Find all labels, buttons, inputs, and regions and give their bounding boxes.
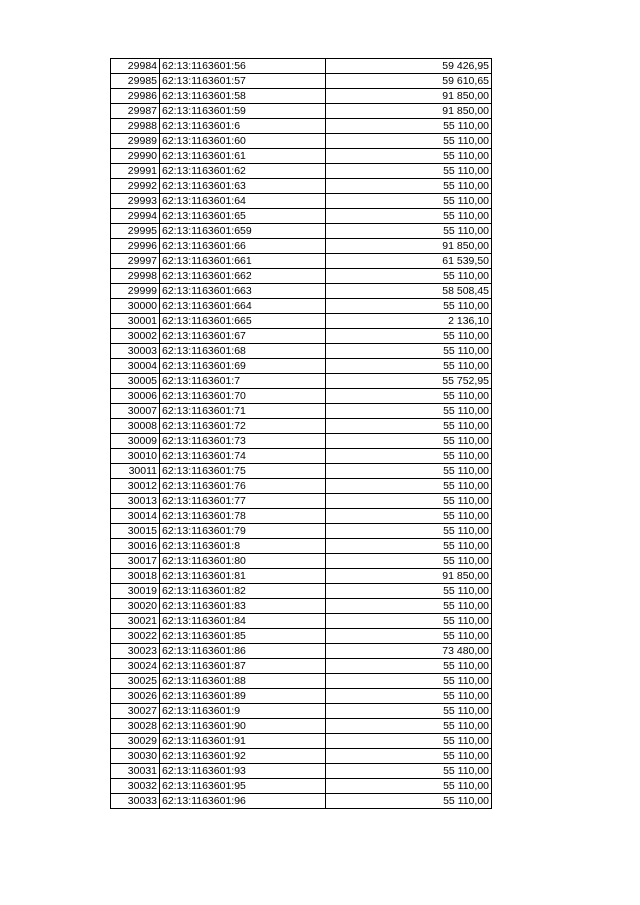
- table-row: [111, 629, 492, 644]
- value-cell: 55 110,00: [326, 464, 492, 479]
- value-cell: 91 850,00: [326, 89, 492, 104]
- row-index-cell: 30031: [111, 764, 160, 779]
- table-row: [111, 614, 492, 629]
- table-row: [111, 494, 492, 509]
- table-row: [111, 299, 492, 314]
- row-index-cell: 29985: [111, 74, 160, 89]
- cadastral-number-cell: 62:13:1163601:78: [160, 509, 326, 524]
- cadastral-number-cell: 62:13:1163601:85: [160, 629, 326, 644]
- value-cell: 55 110,00: [326, 134, 492, 149]
- table-body: [111, 59, 492, 809]
- value-cell: 55 110,00: [326, 179, 492, 194]
- cadastral-number-cell: 62:13:1163601:66: [160, 239, 326, 254]
- row-index-cell: 30025: [111, 674, 160, 689]
- cadastral-number-cell: 62:13:1163601:665: [160, 314, 326, 329]
- cadastral-number-cell: 62:13:1163601:79: [160, 524, 326, 539]
- value-cell: 55 110,00: [326, 629, 492, 644]
- value-cell: 55 110,00: [326, 659, 492, 674]
- row-index-cell: 30032: [111, 779, 160, 794]
- row-index-cell: 29984: [111, 59, 160, 74]
- cadastral-number-cell: 62:13:1163601:70: [160, 389, 326, 404]
- value-cell: 91 850,00: [326, 239, 492, 254]
- row-index-cell: 30030: [111, 749, 160, 764]
- cadastral-number-cell: 62:13:1163601:664: [160, 299, 326, 314]
- cadastral-number-cell: 62:13:1163601:62: [160, 164, 326, 179]
- value-cell: 55 110,00: [326, 794, 492, 809]
- table-row: [111, 779, 492, 794]
- table-row: [111, 434, 492, 449]
- row-index-cell: 30027: [111, 704, 160, 719]
- value-cell: 55 110,00: [326, 614, 492, 629]
- table-row: [111, 359, 492, 374]
- table-row: [111, 479, 492, 494]
- table-row: [111, 734, 492, 749]
- value-cell: 59 610,65: [326, 74, 492, 89]
- row-index-cell: 30033: [111, 794, 160, 809]
- value-cell: 55 110,00: [326, 119, 492, 134]
- value-cell: 55 110,00: [326, 494, 492, 509]
- row-index-cell: 30023: [111, 644, 160, 659]
- cadastral-number-cell: 62:13:1163601:96: [160, 794, 326, 809]
- row-index-cell: 30015: [111, 524, 160, 539]
- table-row: [111, 254, 492, 269]
- row-index-cell: 29992: [111, 179, 160, 194]
- cadastral-number-cell: 62:13:1163601:82: [160, 584, 326, 599]
- table-row: [111, 149, 492, 164]
- cadastral-number-cell: 62:13:1163601:659: [160, 224, 326, 239]
- table-row: [111, 389, 492, 404]
- cadastral-number-cell: 62:13:1163601:81: [160, 569, 326, 584]
- table-row: [111, 179, 492, 194]
- table-row: [111, 314, 492, 329]
- row-index-cell: 30012: [111, 479, 160, 494]
- value-cell: 55 110,00: [326, 554, 492, 569]
- value-cell: 55 110,00: [326, 209, 492, 224]
- value-cell: 55 110,00: [326, 524, 492, 539]
- row-index-cell: 30004: [111, 359, 160, 374]
- cadastral-number-cell: 62:13:1163601:9: [160, 704, 326, 719]
- table-row: [111, 164, 492, 179]
- row-index-cell: 30014: [111, 509, 160, 524]
- cadastral-number-cell: 62:13:1163601:71: [160, 404, 326, 419]
- cadastral-number-cell: 62:13:1163601:92: [160, 749, 326, 764]
- cadastral-value-table: [110, 58, 492, 809]
- cadastral-number-cell: 62:13:1163601:75: [160, 464, 326, 479]
- cadastral-number-cell: 62:13:1163601:661: [160, 254, 326, 269]
- value-cell: 55 110,00: [326, 404, 492, 419]
- table-row: [111, 344, 492, 359]
- row-index-cell: 29989: [111, 134, 160, 149]
- row-index-cell: 30006: [111, 389, 160, 404]
- table-row: [111, 719, 492, 734]
- value-cell: 55 110,00: [326, 674, 492, 689]
- row-index-cell: 30026: [111, 689, 160, 704]
- value-cell: 55 110,00: [326, 194, 492, 209]
- cadastral-number-cell: 62:13:1163601:68: [160, 344, 326, 359]
- cadastral-number-cell: 62:13:1163601:76: [160, 479, 326, 494]
- row-index-cell: 30022: [111, 629, 160, 644]
- table-row: [111, 569, 492, 584]
- row-index-cell: 30007: [111, 404, 160, 419]
- value-cell: 55 110,00: [326, 479, 492, 494]
- table-row: [111, 464, 492, 479]
- cadastral-number-cell: 62:13:1163601:69: [160, 359, 326, 374]
- table-row: [111, 104, 492, 119]
- cadastral-number-cell: 62:13:1163601:67: [160, 329, 326, 344]
- table-row: [111, 329, 492, 344]
- cadastral-number-cell: 62:13:1163601:663: [160, 284, 326, 299]
- row-index-cell: 30024: [111, 659, 160, 674]
- cadastral-number-cell: 62:13:1163601:93: [160, 764, 326, 779]
- row-index-cell: 29999: [111, 284, 160, 299]
- cadastral-number-cell: 62:13:1163601:73: [160, 434, 326, 449]
- table-row: [111, 749, 492, 764]
- value-cell: 55 110,00: [326, 449, 492, 464]
- cadastral-number-cell: 62:13:1163601:84: [160, 614, 326, 629]
- table-row: [111, 659, 492, 674]
- table-row: [111, 509, 492, 524]
- row-index-cell: 30017: [111, 554, 160, 569]
- table-row: [111, 194, 492, 209]
- value-cell: 55 110,00: [326, 749, 492, 764]
- cadastral-number-cell: 62:13:1163601:6: [160, 119, 326, 134]
- table-row: [111, 419, 492, 434]
- value-cell: 55 110,00: [326, 689, 492, 704]
- cadastral-number-cell: 62:13:1163601:91: [160, 734, 326, 749]
- cadastral-number-cell: 62:13:1163601:61: [160, 149, 326, 164]
- row-index-cell: 30011: [111, 464, 160, 479]
- row-index-cell: 29997: [111, 254, 160, 269]
- row-index-cell: 29986: [111, 89, 160, 104]
- row-index-cell: 30016: [111, 539, 160, 554]
- cadastral-number-cell: 62:13:1163601:662: [160, 269, 326, 284]
- table-row: [111, 284, 492, 299]
- table-row: [111, 554, 492, 569]
- value-cell: 55 110,00: [326, 419, 492, 434]
- value-cell: 55 752,95: [326, 374, 492, 389]
- row-index-cell: 30018: [111, 569, 160, 584]
- table-row: [111, 764, 492, 779]
- cadastral-number-cell: 62:13:1163601:56: [160, 59, 326, 74]
- table-row: [111, 794, 492, 809]
- cadastral-number-cell: 62:13:1163601:89: [160, 689, 326, 704]
- row-index-cell: 29995: [111, 224, 160, 239]
- row-index-cell: 30001: [111, 314, 160, 329]
- value-cell: 55 110,00: [326, 704, 492, 719]
- row-index-cell: 30019: [111, 584, 160, 599]
- row-index-cell: 30009: [111, 434, 160, 449]
- table-row: [111, 704, 492, 719]
- value-cell: 91 850,00: [326, 569, 492, 584]
- value-cell: 55 110,00: [326, 359, 492, 374]
- cadastral-number-cell: 62:13:1163601:80: [160, 554, 326, 569]
- cadastral-number-cell: 62:13:1163601:60: [160, 134, 326, 149]
- cadastral-number-cell: 62:13:1163601:59: [160, 104, 326, 119]
- value-cell: 59 426,95: [326, 59, 492, 74]
- cadastral-number-cell: 62:13:1163601:58: [160, 89, 326, 104]
- value-cell: 91 850,00: [326, 104, 492, 119]
- value-cell: 2 136,10: [326, 314, 492, 329]
- cadastral-number-cell: 62:13:1163601:77: [160, 494, 326, 509]
- cadastral-number-cell: 62:13:1163601:72: [160, 419, 326, 434]
- value-cell: 55 110,00: [326, 224, 492, 239]
- row-index-cell: 30020: [111, 599, 160, 614]
- row-index-cell: 30013: [111, 494, 160, 509]
- cadastral-number-cell: 62:13:1163601:8: [160, 539, 326, 554]
- row-index-cell: 29987: [111, 104, 160, 119]
- table-row: [111, 269, 492, 284]
- value-cell: 55 110,00: [326, 299, 492, 314]
- cadastral-number-cell: 62:13:1163601:64: [160, 194, 326, 209]
- value-cell: 55 110,00: [326, 719, 492, 734]
- cadastral-number-cell: 62:13:1163601:86: [160, 644, 326, 659]
- cadastral-number-cell: 62:13:1163601:95: [160, 779, 326, 794]
- row-index-cell: 29990: [111, 149, 160, 164]
- table-row: [111, 374, 492, 389]
- cadastral-number-cell: 62:13:1163601:65: [160, 209, 326, 224]
- cadastral-number-cell: 62:13:1163601:57: [160, 74, 326, 89]
- table-row: [111, 134, 492, 149]
- table-row: [111, 89, 492, 104]
- row-index-cell: 29991: [111, 164, 160, 179]
- cadastral-number-cell: 62:13:1163601:74: [160, 449, 326, 464]
- cadastral-number-cell: 62:13:1163601:83: [160, 599, 326, 614]
- row-index-cell: 30010: [111, 449, 160, 464]
- table-row: [111, 539, 492, 554]
- value-cell: 55 110,00: [326, 779, 492, 794]
- value-cell: 55 110,00: [326, 764, 492, 779]
- value-cell: 55 110,00: [326, 434, 492, 449]
- value-cell: 55 110,00: [326, 599, 492, 614]
- row-index-cell: 30000: [111, 299, 160, 314]
- table-row: [111, 224, 492, 239]
- table-row: [111, 119, 492, 134]
- row-index-cell: 29994: [111, 209, 160, 224]
- table-row: [111, 59, 492, 74]
- table-row: [111, 404, 492, 419]
- value-cell: 55 110,00: [326, 584, 492, 599]
- row-index-cell: 30003: [111, 344, 160, 359]
- cadastral-number-cell: 62:13:1163601:7: [160, 374, 326, 389]
- row-index-cell: 29993: [111, 194, 160, 209]
- value-cell: 55 110,00: [326, 344, 492, 359]
- row-index-cell: 30021: [111, 614, 160, 629]
- table-row: [111, 689, 492, 704]
- table-row: [111, 599, 492, 614]
- table-row: [111, 74, 492, 89]
- table-row: [111, 239, 492, 254]
- row-index-cell: 30008: [111, 419, 160, 434]
- row-index-cell: 29988: [111, 119, 160, 134]
- row-index-cell: 30029: [111, 734, 160, 749]
- cadastral-number-cell: 62:13:1163601:63: [160, 179, 326, 194]
- row-index-cell: 29998: [111, 269, 160, 284]
- row-index-cell: 30028: [111, 719, 160, 734]
- cadastral-number-cell: 62:13:1163601:88: [160, 674, 326, 689]
- row-index-cell: 30002: [111, 329, 160, 344]
- value-cell: 55 110,00: [326, 329, 492, 344]
- value-cell: 55 110,00: [326, 164, 492, 179]
- table-row: [111, 524, 492, 539]
- row-index-cell: 29996: [111, 239, 160, 254]
- value-cell: 55 110,00: [326, 539, 492, 554]
- row-index-cell: 30005: [111, 374, 160, 389]
- value-cell: 58 508,45: [326, 284, 492, 299]
- cadastral-number-cell: 62:13:1163601:90: [160, 719, 326, 734]
- value-cell: 61 539,50: [326, 254, 492, 269]
- table-row: [111, 644, 492, 659]
- value-cell: 55 110,00: [326, 389, 492, 404]
- value-cell: 55 110,00: [326, 269, 492, 284]
- value-cell: 73 480,00: [326, 644, 492, 659]
- table-row: [111, 209, 492, 224]
- value-cell: 55 110,00: [326, 149, 492, 164]
- cadastral-number-cell: 62:13:1163601:87: [160, 659, 326, 674]
- table-row: [111, 674, 492, 689]
- value-cell: 55 110,00: [326, 734, 492, 749]
- table-row: [111, 584, 492, 599]
- value-cell: 55 110,00: [326, 509, 492, 524]
- table-row: [111, 449, 492, 464]
